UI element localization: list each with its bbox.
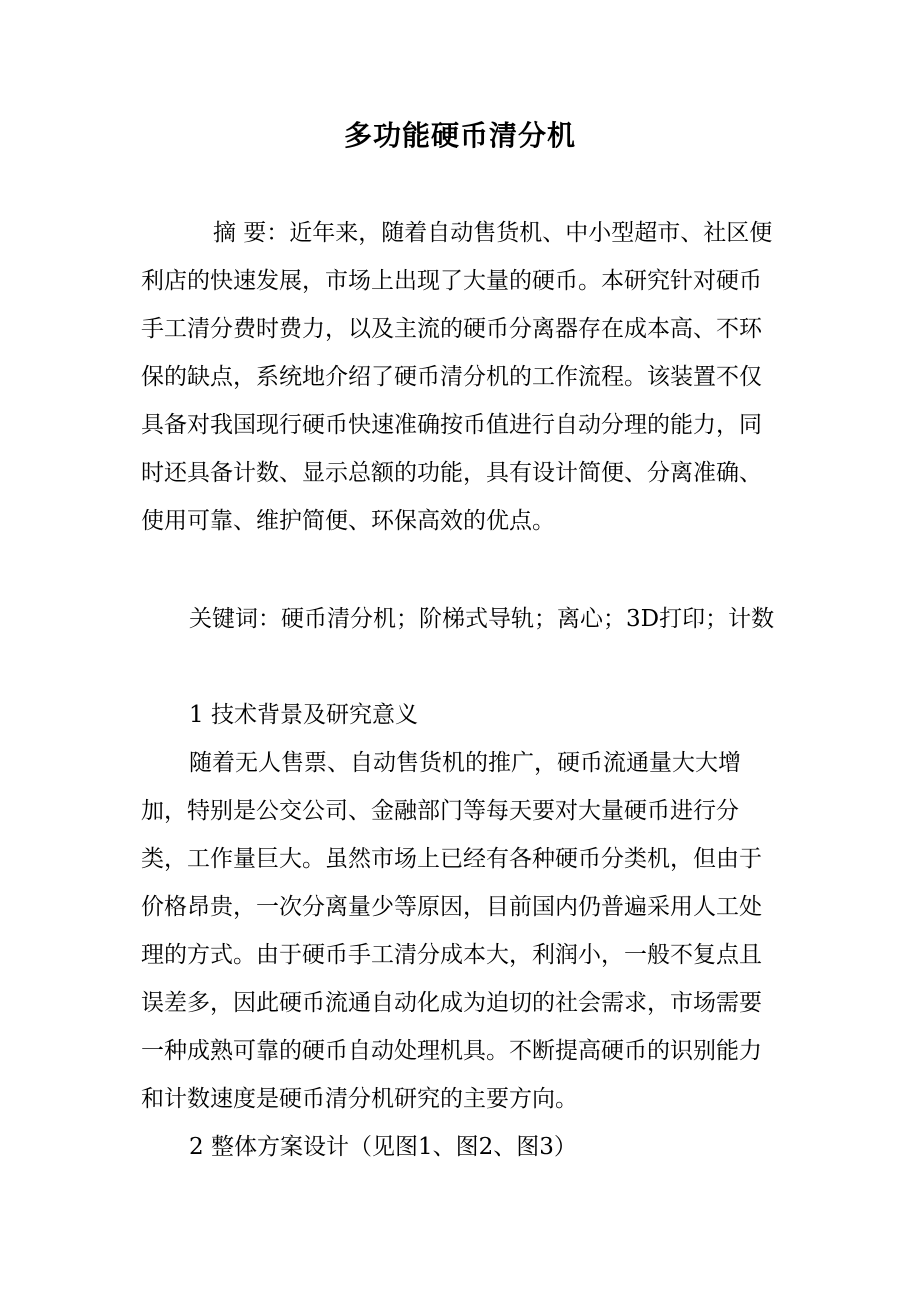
section-1-body: 随着无人售票、自动售货机的推广，硬币流通量大大增加，特别是公交公司、金融部门等每天要对大量硬币进行分类，工作量巨大。虽然市场上已经有各种硬币分类机，但由于价格昂贵，一次分离量少等原因，目前国内仍普遍采用人工处理的方式。由于硬币手工清分成本大，利润小，一般不复点且误差多，因此硬币流通自动化成为迫切的社会需求，市场需要一种成熟可靠的硬币自动处理机具。不断提高硬币的识别能力和计数速度是硬币清分机研究的主要方向。 [141,750,762,1112]
document-title: 多功能硬币清分机 [343,119,576,152]
section-1-heading: 1 技术背景及研究意义 [189,702,418,728]
abstract-paragraph: 摘 要：近年来，随着自动售货机、中小型超市、社区便利店的快速发展，市场上出现了大量的硬币。本研究针对硬币手工清分费时费力，以及主流的硬币分离器存在成本高、不环保的缺点，系统地介绍了硬币清分机的工作流程。该装置不仅具备对我国现行硬币快速准确按币值进行自动分理的能力，同时还具备计数、显示总额的功能，具有设计简便、分离准确、使用可靠、维护简便、环保高效的优点。 [141,220,773,534]
keywords-paragraph: 关键词：硬币清分机；阶梯式导轨；离心；3D打印；计数 [189,606,775,632]
section-2-heading: 2 整体方案设计（见图1、图2、图3） [189,1134,577,1160]
